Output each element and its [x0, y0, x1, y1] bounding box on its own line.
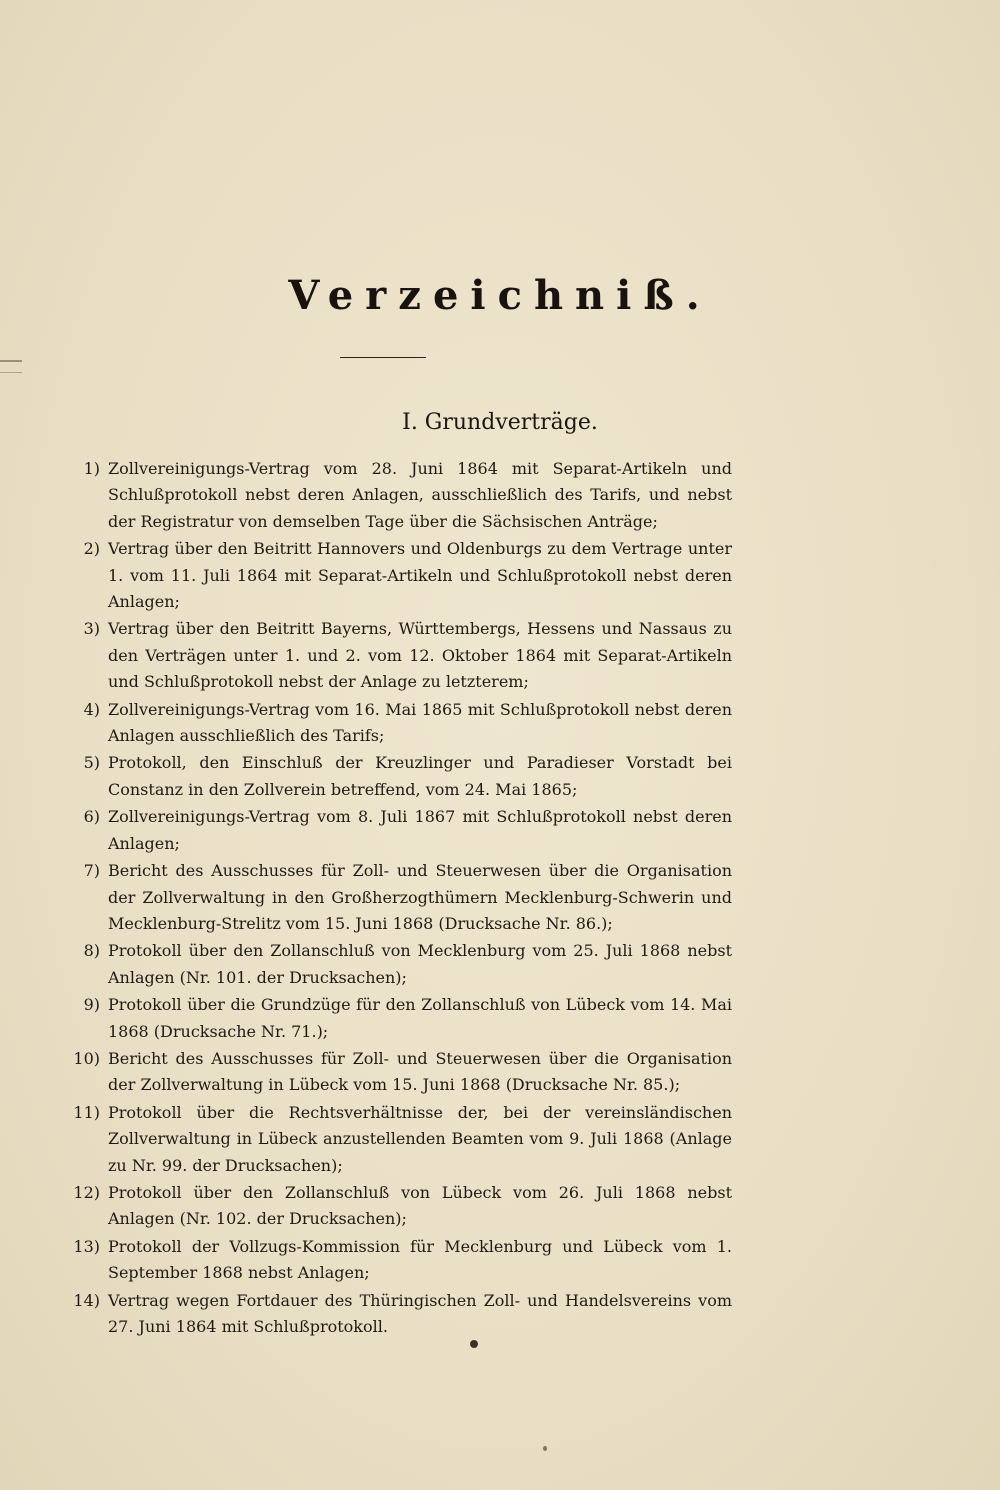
- entry-number: 1): [83, 459, 100, 478]
- entry-text: Protokoll über die Rechtsverhältnisse der, bei der vereinsländischen Zollverwaltung in Lübeck anzustellenden Beamten vom 9. Juli 1868 (Anlage zu Nr. 99. der Drucksachen);: [108, 1102, 732, 1175]
- entry-text: Protokoll, den Einschluß der Kreuzlinger und Paradieser Vorstadt bei Constanz in den Zollverein betreffend, vom 24. Mai 1865;: [108, 753, 732, 799]
- list-item: [72, 536, 732, 615]
- list-item: [72, 858, 732, 937]
- entry-text: Protokoll über den Zollanschluß von Mecklenburg vom 25. Juli 1868 nebst Anlagen (Nr. 101. der Drucksachen);: [108, 941, 732, 987]
- page-title: Verzeichniß.: [288, 272, 712, 319]
- entry-number: 7): [83, 861, 100, 881]
- entry-number: 13): [73, 1236, 100, 1256]
- entry-number: 8): [83, 941, 100, 961]
- ink-speck: [543, 1446, 547, 1451]
- list-item: [72, 1100, 732, 1179]
- entry-text: Vertrag über den Beitritt Hannovers und Oldenburgs zu dem Vertrage unter 1. vom 11. Juli 1864 mit Separat-Artikeln und Schlußprotokoll nebst deren Anlagen;: [108, 539, 732, 612]
- entry-text: Vertrag wegen Fortdauer des Thüringischen Zoll- und Handelsvereins vom 27. Juni 1864 mit Schlußprotokoll.: [108, 1290, 732, 1336]
- entry-number: 9): [83, 995, 100, 1015]
- entry-text: Zollvereinigungs-Vertrag vom 8. Juli 1867 mit Schlußprotokoll nebst deren Anlagen;: [108, 807, 732, 853]
- list-item: [72, 992, 732, 1045]
- title-divider: [340, 357, 426, 358]
- list-item: [72, 938, 732, 991]
- entry-number: 5): [83, 753, 100, 773]
- list-item: [72, 750, 732, 803]
- list-item: [72, 1234, 732, 1287]
- list-item: [72, 804, 732, 857]
- entry-text: Protokoll über die Grundzüge für den Zollanschluß von Lübeck vom 14. Mai 1868 (Drucksache Nr. 71.);: [108, 995, 732, 1041]
- entry-number: 10): [73, 1048, 100, 1068]
- entry-list: [72, 456, 732, 1341]
- entry-text: Bericht des Ausschusses für Zoll- und Steuerwesen über die Organisation der Zollverwaltung in den Großherzogthümern Mecklenburg-Schwerin und Mecklenburg-Strelitz vom 15. Juni 1868 (Drucksache Nr. 86.);: [108, 861, 732, 933]
- entry-text: Zollvereinigungs-Vertrag vom 28. Juni 1864 mit Separat-Artikeln und Schlußprotokoll nebst deren Anlagen, ausschließlich des Tarifs, und nebst der Registratur von demselben Tage über die Sächsischen Anträge;: [108, 459, 732, 531]
- section-heading: I. Grundverträge.: [402, 410, 598, 435]
- entry-number: 3): [83, 619, 100, 639]
- entry-number: 12): [73, 1182, 100, 1202]
- entry-number: 14): [73, 1290, 100, 1310]
- entry-number: 2): [83, 539, 100, 559]
- entry-text: Vertrag über den Beitritt Bayerns, Württembergs, Hessens und Nassaus zu den Verträgen unter 1. und 2. vom 12. Oktober 1864 mit Separat-Artikeln und Schlußprotokoll nebst der Anlage zu letzterem;: [108, 619, 732, 692]
- list-item: [72, 456, 732, 535]
- list-item: [72, 1046, 732, 1099]
- list-item: [72, 616, 732, 695]
- entry-number: 6): [83, 807, 100, 827]
- list-item: [72, 1288, 732, 1341]
- entry-text: Protokoll über den Zollanschluß von Lübeck vom 26. Juli 1868 nebst Anlagen (Nr. 102. der Drucksachen);: [108, 1182, 732, 1229]
- list-item: [72, 1180, 732, 1233]
- entry-text: Zollvereinigungs-Vertrag vom 16. Mai 1865 mit Schlußprotokoll nebst deren Anlagen ausschließlich des Tarifs;: [108, 699, 732, 746]
- entry-number: 11): [73, 1102, 100, 1122]
- entry-text: Bericht des Ausschusses für Zoll- und Steuerwesen über die Organisation der Zollverwaltung in Lübeck vom 15. Juni 1868 (Drucksache Nr. 85.);: [108, 1048, 732, 1095]
- list-item: [72, 697, 732, 750]
- entry-text: Protokoll der Vollzugs-Kommission für Mecklenburg und Lübeck vom 1. September 1868 nebst Anlagen;: [108, 1236, 732, 1283]
- entry-number: 4): [83, 699, 100, 719]
- ink-speck: [470, 1340, 478, 1348]
- page-edge-mark: [0, 360, 22, 373]
